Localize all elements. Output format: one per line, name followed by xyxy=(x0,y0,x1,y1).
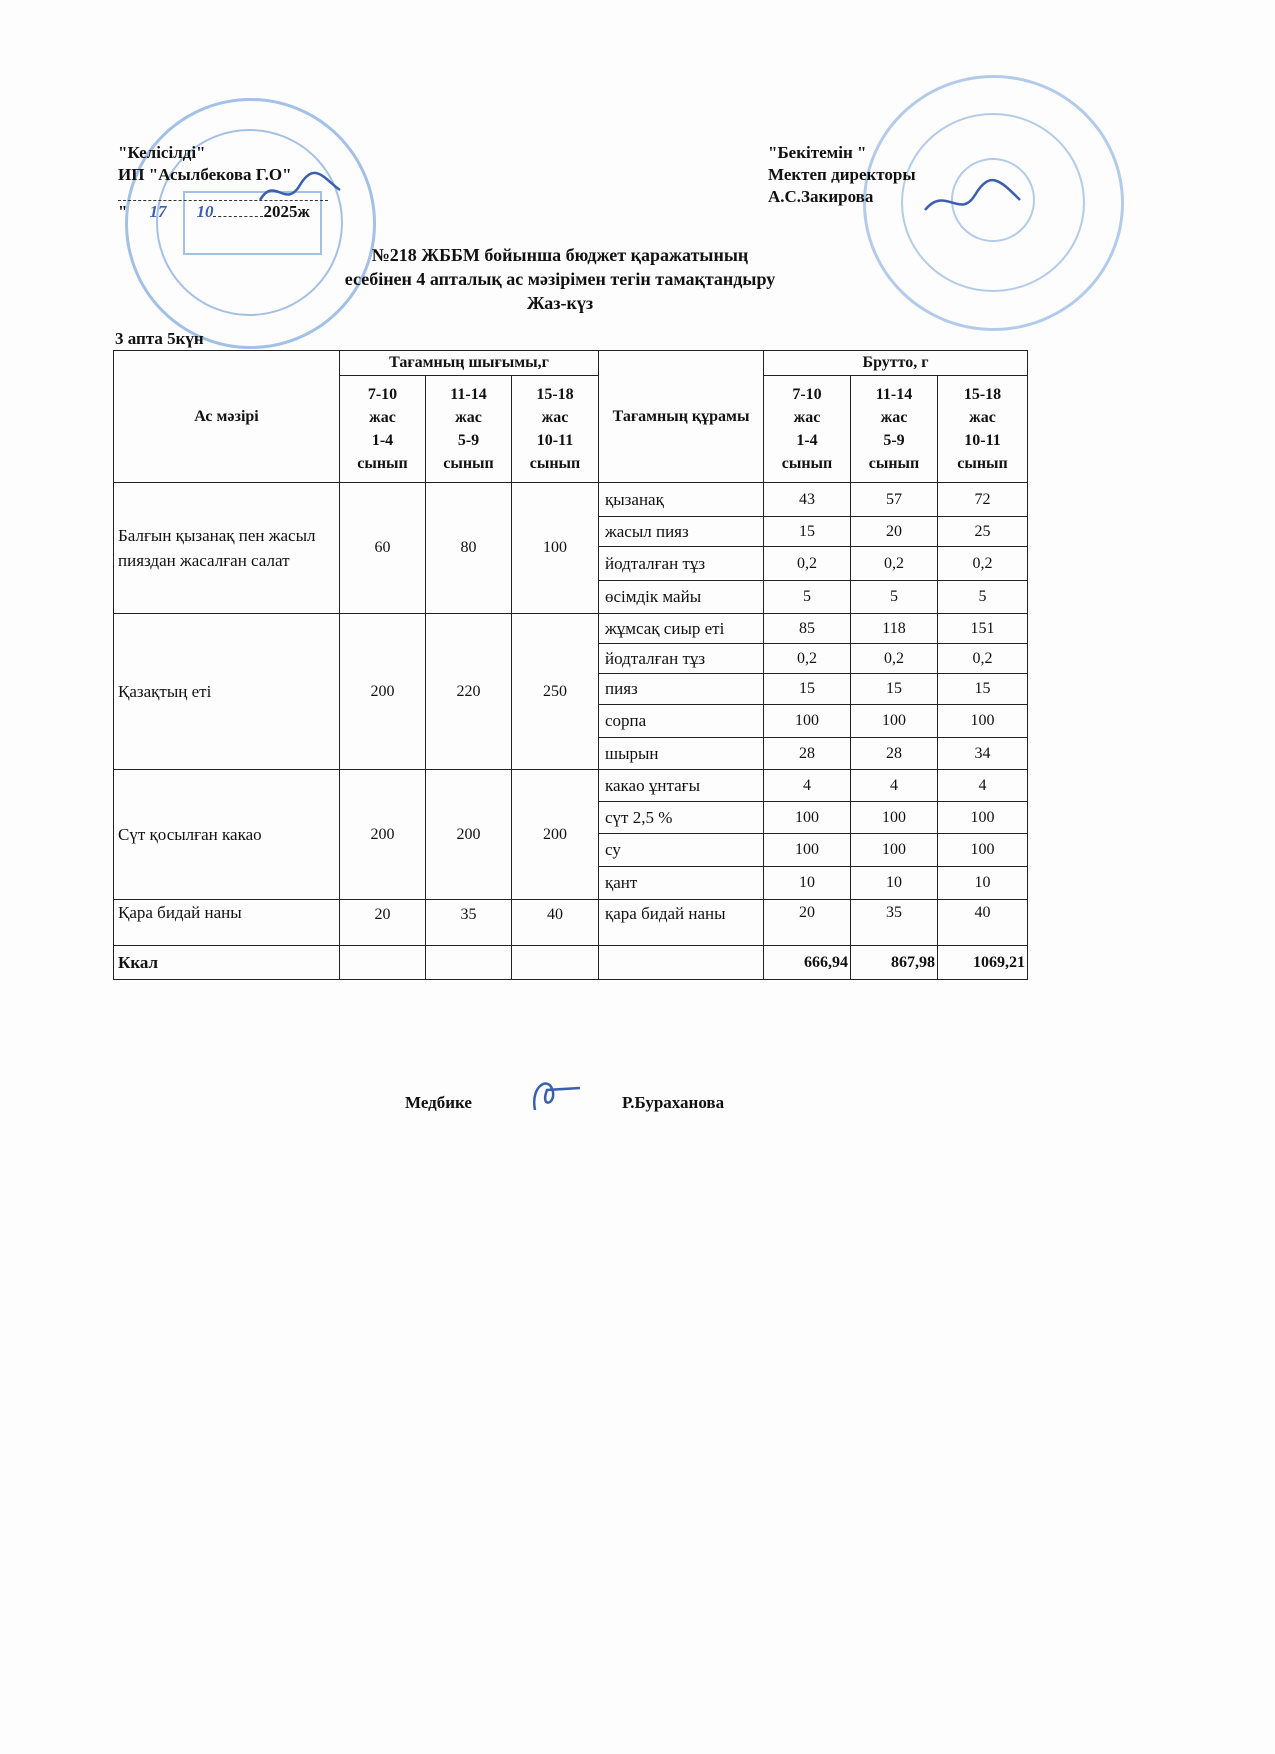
output-age-col-3: 15-18 жас 10-11 сынып xyxy=(512,376,599,483)
ingredient-name: пияз xyxy=(599,674,764,705)
brutto-value: 15 xyxy=(764,517,851,547)
brutto-value: 5 xyxy=(851,581,938,614)
ingredient-name: су xyxy=(599,834,764,867)
ingredient-name: қара бидай наны xyxy=(599,900,764,946)
brutto-value: 72 xyxy=(938,483,1028,517)
brutto-age-col-3: 15-18 жас 10-11 сынып xyxy=(938,376,1028,483)
brutto-value: 100 xyxy=(764,834,851,867)
brutto-value: 100 xyxy=(851,834,938,867)
ingredient-name: йодталған тұз xyxy=(599,644,764,674)
title-line-3: Жаз-күз xyxy=(526,293,594,313)
total-kcal-value: 867,98 xyxy=(851,946,938,980)
empty-cell xyxy=(340,946,426,980)
brutto-value: 4 xyxy=(851,770,938,802)
document-title xyxy=(250,243,870,315)
brutto-value: 15 xyxy=(764,674,851,705)
total-kcal-value: 666,94 xyxy=(764,946,851,980)
title-line-1: №218 ЖББМ бойынша бюджет қаражатының xyxy=(371,245,749,265)
brutto-age-col-1: 7-10 жас 1-4 сынып xyxy=(764,376,851,483)
output-value: 20 xyxy=(340,900,426,946)
total-row xyxy=(114,946,1028,980)
brutto-value: 4 xyxy=(764,770,851,802)
brutto-value: 35 xyxy=(851,900,938,946)
brutto-value: 4 xyxy=(938,770,1028,802)
header-output: Тағамның шығымы,г xyxy=(340,351,599,376)
brutto-value: 100 xyxy=(851,802,938,834)
header-composition: Тағамның құрамы xyxy=(599,351,764,483)
brutto-value: 100 xyxy=(851,705,938,738)
brutto-value: 43 xyxy=(764,483,851,517)
nurse-name: Р.Бураханова xyxy=(622,1093,725,1112)
output-value: 220 xyxy=(426,614,512,770)
brutto-value: 0,2 xyxy=(938,644,1028,674)
output-age-col-2: 11-14 жас 5-9 сынып xyxy=(426,376,512,483)
brutto-value: 5 xyxy=(764,581,851,614)
approve-label: "Бекітемін " xyxy=(768,143,867,162)
output-value: 60 xyxy=(340,483,426,614)
table-row xyxy=(114,770,1028,802)
output-value: 200 xyxy=(512,770,599,900)
total-kcal-value: 1069,21 xyxy=(938,946,1028,980)
brutto-value: 118 xyxy=(851,614,938,644)
approval-right-block xyxy=(768,142,916,208)
table-row xyxy=(114,900,1028,946)
table-row xyxy=(114,483,1028,517)
table-row xyxy=(114,614,1028,644)
brutto-age-col-2: 11-14 жас 5-9 сынып xyxy=(851,376,938,483)
dish-name: Қара бидай наны xyxy=(114,900,340,946)
agreed-label: "Келісілді" xyxy=(118,143,206,162)
brutto-value: 100 xyxy=(764,802,851,834)
menu-table xyxy=(113,350,1028,980)
brutto-value: 0,2 xyxy=(764,644,851,674)
empty-cell xyxy=(512,946,599,980)
brutto-value: 85 xyxy=(764,614,851,644)
brutto-value: 5 xyxy=(938,581,1028,614)
left-signature xyxy=(255,170,345,215)
output-value: 80 xyxy=(426,483,512,614)
brutto-value: 15 xyxy=(938,674,1028,705)
director-title: Мектеп директоры xyxy=(768,165,916,184)
header-menu: Ас мәзірі xyxy=(114,351,340,483)
agreement-date: " 17 10 2025ж xyxy=(118,202,310,221)
header-brutto: Брутто, г xyxy=(764,351,1028,376)
ingredient-name: сорпа xyxy=(599,705,764,738)
director-name: А.С.Закирова xyxy=(768,187,874,206)
week-day-label: 3 апта 5күн xyxy=(115,329,204,348)
brutto-value: 15 xyxy=(851,674,938,705)
brutto-value: 34 xyxy=(938,738,1028,770)
entrepreneur-name: ИП "Асылбекова Г.О" xyxy=(118,165,292,184)
output-value: 200 xyxy=(426,770,512,900)
dish-name: Сүт қосылған какао xyxy=(114,770,340,900)
empty-cell xyxy=(426,946,512,980)
brutto-value: 151 xyxy=(938,614,1028,644)
nurse-role: Медбике xyxy=(405,1093,472,1112)
output-value: 200 xyxy=(340,614,426,770)
output-value: 100 xyxy=(512,483,599,614)
empty-cell xyxy=(599,946,764,980)
ingredient-name: шырын xyxy=(599,738,764,770)
brutto-value: 57 xyxy=(851,483,938,517)
dish-name: Қазақтың еті xyxy=(114,614,340,770)
output-value: 35 xyxy=(426,900,512,946)
brutto-value: 20 xyxy=(764,900,851,946)
brutto-value: 100 xyxy=(938,705,1028,738)
ingredient-name: жасыл пияз xyxy=(599,517,764,547)
output-value: 200 xyxy=(340,770,426,900)
brutto-value: 25 xyxy=(938,517,1028,547)
ingredient-name: какао ұнтағы xyxy=(599,770,764,802)
director-signature xyxy=(920,175,1030,225)
nurse-signature xyxy=(525,1070,585,1120)
brutto-value: 100 xyxy=(764,705,851,738)
title-line-2: есебінен 4 апталық ас мәзірімен тегін тамақтандыру xyxy=(344,269,776,289)
brutto-value: 100 xyxy=(938,834,1028,867)
brutto-value: 100 xyxy=(938,802,1028,834)
ingredient-name: қант xyxy=(599,867,764,900)
dish-name: Балғын қызанақ пен жасыл пияздан жасалған салат xyxy=(114,483,340,614)
brutto-value: 10 xyxy=(938,867,1028,900)
brutto-value: 40 xyxy=(938,900,1028,946)
ingredient-name: жұмсақ сиыр еті xyxy=(599,614,764,644)
brutto-value: 28 xyxy=(764,738,851,770)
ingredient-name: қызанақ xyxy=(599,483,764,517)
ingredient-name: йодталған тұз xyxy=(599,547,764,581)
brutto-value: 10 xyxy=(851,867,938,900)
output-value: 40 xyxy=(512,900,599,946)
total-label: Ккал xyxy=(114,946,340,980)
brutto-value: 0,2 xyxy=(938,547,1028,581)
brutto-value: 10 xyxy=(764,867,851,900)
output-age-col-1: 7-10 жас 1-4 сынып xyxy=(340,376,426,483)
brutto-value: 0,2 xyxy=(851,644,938,674)
output-value: 250 xyxy=(512,614,599,770)
ingredient-name: сүт 2,5 % xyxy=(599,802,764,834)
brutto-value: 0,2 xyxy=(851,547,938,581)
ingredient-name: өсімдік майы xyxy=(599,581,764,614)
brutto-value: 0,2 xyxy=(764,547,851,581)
brutto-value: 20 xyxy=(851,517,938,547)
brutto-value: 28 xyxy=(851,738,938,770)
